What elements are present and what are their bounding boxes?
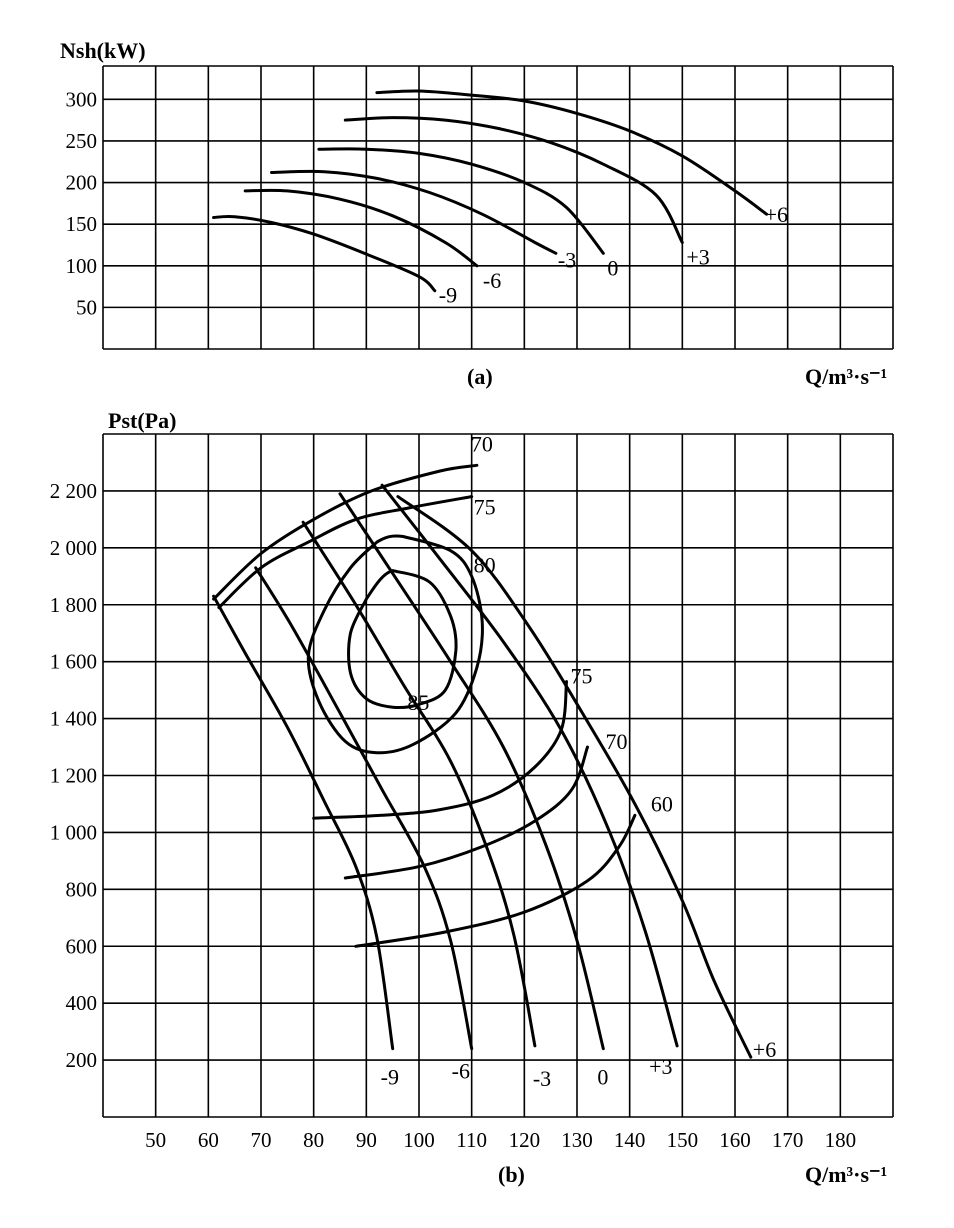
panel-a-power-chart (60, 38, 893, 389)
panel-b-efficiency-label: 85 (407, 690, 430, 716)
panel-b-y-tick-label: 800 (65, 877, 97, 902)
panel-b-pressure-curve-label: -3 (532, 1065, 552, 1091)
panel-b-efficiency-label: 70 (605, 729, 628, 755)
panel-b-efficiency-label: 75 (570, 663, 593, 689)
panel-b-pressure-curve-+3 (382, 485, 677, 1046)
panel-b-efficiency-label: 60 (650, 791, 673, 817)
panel-b-y-tick-label: 1 400 (49, 706, 97, 731)
panel-a-y-tick-label: 250 (65, 128, 97, 153)
panel-b-x-tick-label: 140 (613, 1128, 646, 1152)
panel-a-curve--9 (214, 216, 435, 290)
panel-b-efficiency-contour-70 (214, 465, 477, 599)
panel-a-curve-label: -9 (438, 282, 458, 308)
panel-b-pressure-curve-label: -9 (380, 1064, 399, 1090)
panel-b-y-tick-label: 400 (65, 991, 97, 1016)
panel-a-curve-0 (319, 149, 603, 253)
panel-b-label: (b) (498, 1162, 525, 1187)
panel-b-pressure-curve-label: +3 (649, 1053, 673, 1079)
panel-b-efficiency-contour-85 (349, 571, 457, 708)
panel-b-x-tick-label: 120 (508, 1128, 541, 1152)
panel-b-x-tick-label: 60 (197, 1128, 219, 1152)
panel-b-x-tick-label: 180 (824, 1128, 857, 1152)
panel-b-y-tick-label: 1 000 (49, 820, 97, 845)
panel-b-pressure-curve-label: -6 (451, 1058, 470, 1084)
panel-a-y-tick-label: 200 (65, 170, 97, 195)
panel-b-x-tick-label: 110 (456, 1128, 488, 1152)
panel-a-curve-label: -3 (557, 247, 577, 273)
panel-a-curve-label: -6 (482, 267, 502, 293)
panel-b-y-tick-label: 1 800 (49, 592, 97, 617)
panel-b-x-tick-label: 100 (403, 1128, 435, 1152)
panel-b-efficiency-contour-60 (356, 815, 635, 946)
panel-b-x-tick-label: 150 (666, 1128, 699, 1152)
panel-b-x-tick-label: 90 (355, 1128, 377, 1152)
panel-b-y-tick-label: 200 (65, 1048, 97, 1073)
panel-b-efficiency-contours (214, 431, 673, 946)
panel-b-x-tick-label: 170 (771, 1128, 804, 1152)
panel-b-pressure-curve-+6 (398, 494, 751, 1058)
panel-b-y-tick-label: 1 200 (49, 763, 97, 788)
panel-b-x-tick-label: 130 (561, 1128, 593, 1152)
panel-b-pressure-curve-label: 0 (597, 1064, 609, 1090)
panel-a-curve-label: +6 (764, 202, 789, 228)
panel-b-y-ticks (50, 479, 97, 1072)
panel-b-x-tick-label: 160 (719, 1128, 751, 1152)
panel-b-x-tick-label: 50 (145, 1128, 167, 1152)
panel-b-pressure-chart (50, 408, 893, 1187)
panel-b-x-tick-label: 70 (250, 1128, 272, 1152)
panel-b-efficiency-label: 70 (470, 431, 493, 457)
panel-a-y-tick-label: 100 (65, 253, 97, 278)
panel-a-x-axis-label: Q/m³·s⁻¹ (805, 364, 888, 389)
panel-a-y-tick-label: 300 (65, 87, 97, 112)
panel-a-y-tick-label: 50 (76, 295, 97, 320)
panel-b-y-tick-label: 600 (65, 934, 97, 959)
panel-b-y-tick-label: 2 200 (49, 478, 97, 503)
panel-b-y-tick-label: 1 600 (49, 649, 97, 674)
panel-b-x-ticks (145, 1128, 856, 1152)
panel-b-grid (103, 434, 893, 1117)
panel-b-y-axis-label: Pst(Pa) (108, 408, 177, 433)
panel-b-x-axis-label: Q/m³·s⁻¹ (805, 1162, 888, 1187)
panel-b-x-tick-label: 80 (303, 1128, 325, 1152)
panel-a-y-axis-label: Nsh(kW) (60, 38, 146, 63)
panel-a-label: (a) (467, 364, 493, 389)
panel-a-curves (214, 91, 788, 308)
panel-b-y-tick-label: 2 000 (49, 535, 97, 560)
panel-a-y-ticks (66, 87, 98, 319)
panel-b-efficiency-label: 75 (473, 494, 496, 520)
panel-b-pressure-curve-label: +6 (752, 1037, 777, 1063)
panel-a-y-tick-label: 150 (65, 212, 97, 237)
panel-b-efficiency-contour-75 (314, 682, 567, 819)
panel-b-efficiency-label: 80 (473, 552, 496, 578)
panel-a-curve-label: 0 (607, 255, 619, 281)
panel-a-curve--6 (245, 190, 477, 266)
panel-a-curve-label: +3 (686, 244, 710, 270)
